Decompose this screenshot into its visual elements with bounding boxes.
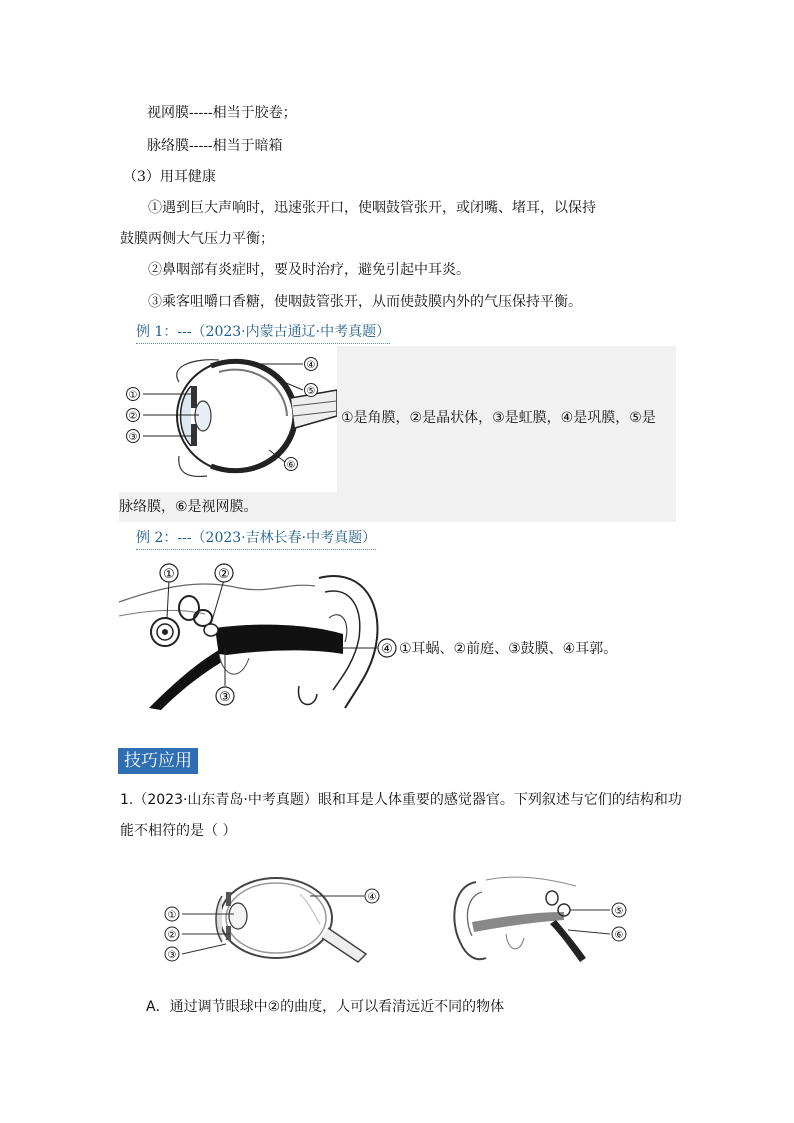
question-1-stem-b: 能不相符的是（ ）	[120, 823, 237, 839]
example-2-answer: ①耳蜗、②前庭、③鼓膜、④耳郭。	[399, 641, 618, 657]
q1-ear-label-6: ⑥	[614, 930, 624, 941]
q1-eye-label-3: ③	[167, 950, 177, 961]
eye-label-4: ④	[306, 360, 316, 371]
question-1-eye-svg	[160, 874, 390, 974]
choroid-line: 脉络膜-----相当于暗箱	[147, 138, 283, 154]
ear-diagram	[119, 558, 399, 710]
question-1-eye-figure	[160, 874, 390, 974]
tip-1-line-a: ①遇到巨大声响时，迅速张开口，使咽鼓管张开，或闭嘴、堵耳，以保持	[148, 200, 596, 216]
eye-label-3: ③	[128, 432, 138, 443]
question-1-stem-a: 1.（2023·山东青岛·中考真题）眼和耳是人体重要的感觉器官。下列叙述与它们的结构和功	[120, 792, 682, 808]
tip-1-line-b: 鼓膜两侧大气压力平衡；	[120, 231, 274, 247]
example-2-heading: 例 2：---（2023·吉林长春·中考真题）	[136, 528, 376, 550]
example-1-box	[119, 346, 676, 522]
q1-ear-label-5: ⑤	[614, 906, 624, 917]
tip-2-line: ②鼻咽部有炎症时，要及时治疗，避免引起中耳炎。	[148, 262, 470, 278]
eye-label-5: ⑤	[306, 386, 316, 397]
eye-label-6: ⑥	[286, 460, 296, 471]
q1-eye-label-4: ④	[367, 892, 377, 903]
ear-diagram-svg	[119, 558, 399, 710]
question-1-ear-figure	[446, 872, 632, 968]
example-1-heading: 例 1：---（2023·内蒙古通辽·中考真题）	[136, 322, 390, 344]
eye-label-2: ②	[128, 411, 138, 422]
q1-eye-label-1: ①	[167, 910, 177, 921]
ear-health-title: （3）用耳健康	[123, 169, 216, 185]
retina-line: 视网膜-----相当于胶卷；	[147, 105, 297, 121]
question-1-ear-svg	[446, 872, 632, 968]
eye-label-1: ①	[128, 390, 138, 401]
example-1-answer-a: ①是角膜，②是晶状体，③是虹膜，④是巩膜，⑤是	[341, 410, 656, 426]
eye-diagram-svg	[119, 346, 337, 492]
example-1-answer-b: 脉络膜，⑥是视网膜。	[119, 499, 258, 515]
ear-label-4: ④	[381, 642, 393, 657]
question-1-option-a: A．通过调节眼球中②的曲度，人可以看清远近不同的物体	[146, 999, 505, 1015]
ear-label-3: ③	[219, 690, 231, 705]
q1-eye-label-2: ②	[167, 930, 177, 941]
eye-diagram	[119, 346, 337, 492]
ear-label-1: ①	[163, 567, 175, 582]
ear-label-2: ②	[218, 567, 230, 582]
tip-3-line: ③乘客咀嚼口香糖，使咽鼓管张开，从而使鼓膜内外的气压保持平衡。	[148, 294, 582, 310]
section-tag: 技巧应用	[118, 748, 198, 774]
